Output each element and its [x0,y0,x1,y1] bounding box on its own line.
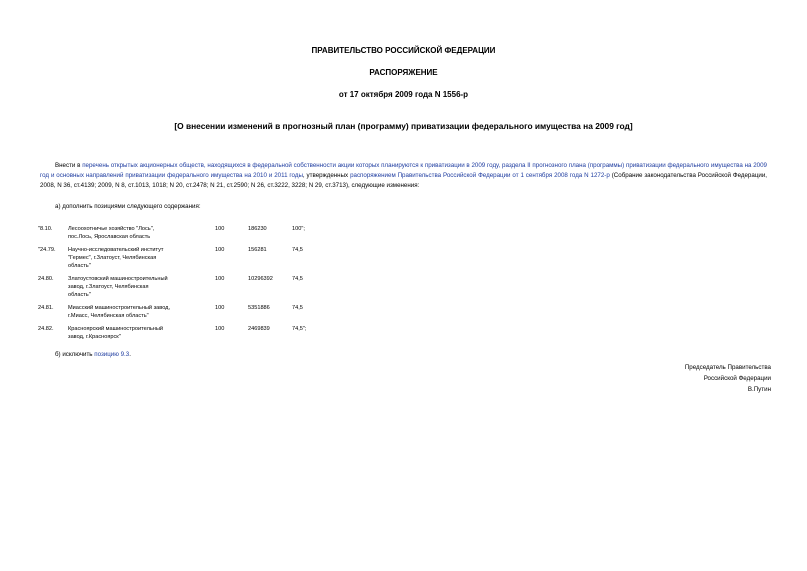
company-name-line: Златоустовский машиностроительный [68,276,168,282]
table-row [38,246,332,270]
signature-name: В.Путин [747,386,771,393]
intro-paragraph [40,161,767,191]
ownership-percent: 100 [215,247,225,253]
document-subject: [О внесении изменений в прогнозный план (программу) приватизации федерального имущества на 2009 год] [174,121,633,131]
company-name-line: завод, г.Красноярск" [68,334,121,340]
company-name [68,225,215,241]
position-number: 24.82. [38,326,54,332]
table-row [38,304,332,320]
company-name-line: Научно-исследовательский институт [68,247,164,253]
shares-count: 10296392 [248,276,273,282]
share-to-sell: 100"; [292,226,305,232]
ownership-percent: 100 [215,276,225,282]
company-name [68,246,215,270]
list-of-companies-link[interactable]: перечень открытых акционерных обществ, находящихся в федеральной собственности акции которых планируются к приватизации в 2009 году, раздела II прогнозного плана (программы) приватизации федерального имущества на 2009 год и основных направлений приватизации федерального имущества на 2010 и 2011 годы [40,162,767,179]
company-name-line: Лесоохотничье хозяйство "Лось", [68,226,155,232]
company-name-line: Красноярский машиностроительный [68,326,163,332]
intro-text-1: Внести в [55,162,83,169]
ownership-percent: 100 [215,305,225,311]
issuing-authority: ПРАВИТЕЛЬСТВО РОССИЙСКОЙ ФЕДЕРАЦИИ [311,46,496,55]
shares-count: 2469839 [248,326,270,332]
company-name-line: Миасский машиностроительный завод, [68,305,170,311]
company-name-line: г.Миасс, Челябинская область" [68,313,149,319]
ownership-percent: 100 [215,226,225,232]
company-name-line: "Гермес", г.Златоуст, Челябинская [68,255,157,261]
shares-count: 5351886 [248,305,270,311]
share-to-sell: 74,5 [292,305,303,311]
ownership-percent: 100 [215,326,225,332]
positions-table [38,225,332,341]
share-to-sell: 74,5 [292,276,303,282]
position-number: 24.81. [38,305,54,311]
company-name-line: область" [68,292,91,298]
item-a-text: а) дополнить позициями следующего содержания: [55,203,201,210]
position-number: "8.10. [38,226,53,232]
item-b-prefix: б) исключить [55,351,95,358]
item-b-suffix: . [129,351,131,358]
company-name [68,275,215,299]
decree-1272-link[interactable]: распоряжением Правительства Российской Федерации от 1 сентября 2008 года N 1272-р [350,172,610,179]
company-name [68,304,215,320]
position-9-3-link[interactable]: позицию 9.3 [94,351,130,358]
share-to-sell: 74,5"; [292,326,307,332]
company-name-line: пос.Лось, Ярославская область [68,234,151,240]
document-date-number: от 17 октября 2009 года N 1556-р [338,90,469,99]
table-row [38,325,332,341]
intro-text-3: (Собрание законодательства Российской Федерации, 2008, N 36, ст.4139; 2009, N 8, ст.1013, 1018; N 20, ст.2478; N 21, ст.2590; N 26, ст.3222, 3228; N 29, ст.3713), следующие изменения: [40,172,767,189]
item-b-text [55,351,131,358]
share-to-sell: 74,5 [292,247,303,253]
intro-text-2: , утвержденных [302,172,351,179]
company-name-line: завод, г.Златоуст, Челябинская [68,284,149,290]
table-row [38,275,332,299]
position-number: "24.79. [38,247,56,253]
signature-title: Председатель Правительства [684,364,771,371]
shares-count: 156281 [248,247,267,253]
signature-country: Российской Федерации [703,375,771,382]
table-row [38,225,332,241]
company-name [68,325,215,341]
shares-count: 186230 [248,226,267,232]
position-number: 24.80. [38,276,54,282]
document-type: РАСПОРЯЖЕНИЕ [369,68,438,77]
company-name-line: область" [68,263,91,269]
